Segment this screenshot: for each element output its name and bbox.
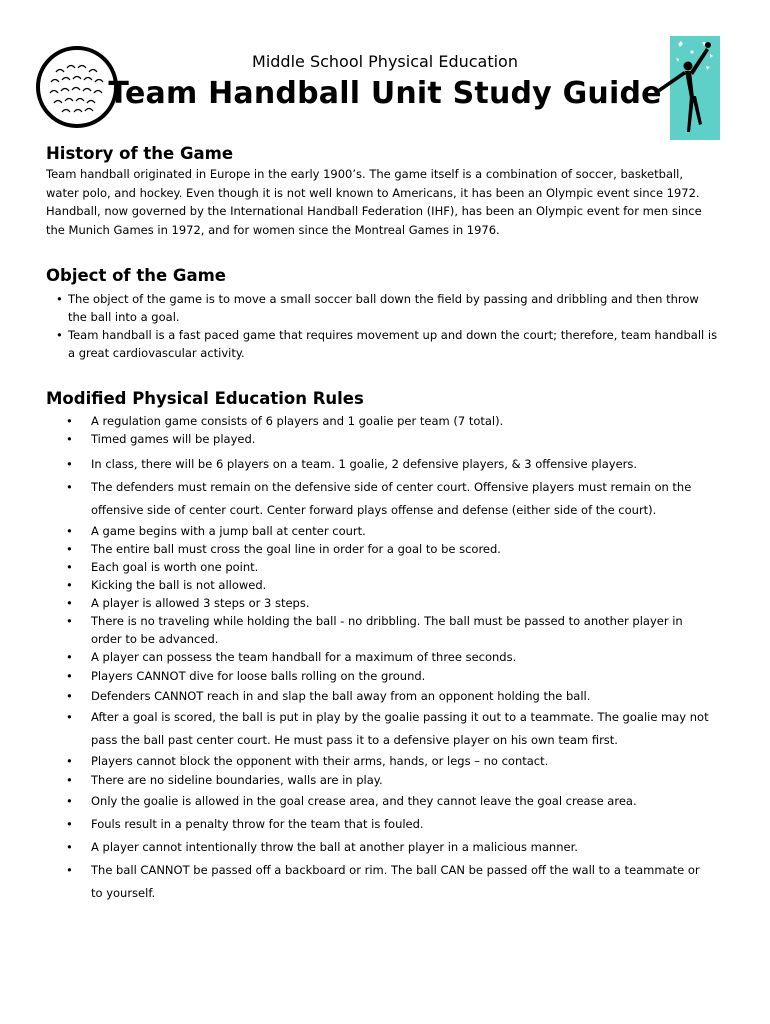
rule-item: • The defenders must remain on the defensive side of center court. Offensive players must remain on the offensive side of center court. Center forward plays offense and defense (either side of the court). — [46, 476, 736, 522]
bullet-icon: • — [66, 863, 73, 877]
history-line: the Munich Games in 1972, and for women since the Montreal Games in 1976. — [46, 222, 500, 237]
bullet-icon: • — [66, 817, 73, 831]
bullet-icon: • — [66, 650, 73, 664]
object-heading: Object of the Game — [46, 266, 226, 285]
rule-item: • There is no traveling while holding the ball - no dribbling. The ball must be passed to another player in order to be advanced. — [66, 614, 683, 646]
history-line: Handball, now governed by the International Handball Federation (IHF), has been an Olympic event for men since — [46, 204, 702, 218]
rule-item: • Kicking the ball is not allowed. — [66, 578, 267, 592]
bullet-icon: • — [66, 596, 73, 610]
rule-item: • Players CANNOT dive for loose balls rolling on the ground. — [46, 666, 736, 686]
bullet-icon: • — [66, 480, 73, 494]
rule-item: • A game begins with a jump ball at center court. — [66, 524, 366, 538]
bullet-icon: • — [66, 578, 73, 592]
object-list — [46, 290, 736, 362]
rules-list — [46, 412, 736, 905]
bullet-icon: • — [66, 542, 73, 556]
bullet-icon: • — [66, 794, 73, 808]
rule-item: • A regulation game consists of 6 players and 1 goalie per team (7 total). — [66, 414, 504, 428]
history-line: water polo, and hockey. Even though it is not well known to Americans, it has been an Olympic event since 1972. — [46, 185, 700, 200]
rule-item: • Only the goalie is allowed in the goal crease area, and they cannot leave the goal crease area. — [46, 790, 736, 813]
rule-item: • A player cannot intentionally throw the ball at another player in a malicious manner. — [46, 836, 736, 859]
bullet-icon: • — [66, 689, 73, 703]
bullet-icon: • — [66, 560, 73, 574]
bullet-icon: • — [66, 773, 73, 787]
rule-item: • A player can possess the team handball for a maximum of three seconds. — [66, 650, 517, 664]
bullet-icon: • — [66, 414, 73, 428]
bullet-icon: • — [66, 524, 73, 538]
bullet-icon: • — [66, 457, 73, 471]
bullet-icon: • — [66, 754, 73, 768]
rule-item: • The entire ball must cross the goal line in order for a goal to be scored. — [66, 542, 501, 556]
bullet-icon: • — [56, 292, 63, 306]
history-paragraph — [46, 165, 736, 239]
rule-item: • There are no sideline boundaries, walls are in play. — [46, 770, 736, 790]
rule-item: • Each goal is worth one point. — [66, 560, 259, 574]
rule-item: • The ball CANNOT be passed off a backboard or rim. The ball CAN be passed off the wall to a teammate or to yourself. — [46, 859, 736, 905]
rule-item: • A player is allowed 3 steps or 3 steps. — [66, 596, 310, 610]
course-subtitle: Middle School Physical Education — [252, 52, 518, 71]
bullet-icon: • — [66, 614, 73, 628]
rule-item: • In class, there will be 6 players on a team. 1 goalie, 2 defensive players, & 3 offensive players. — [46, 453, 736, 476]
page-title: Team Handball Unit Study Guide — [108, 76, 662, 111]
bullet-icon: • — [56, 328, 63, 342]
history-heading: History of the Game — [46, 144, 234, 163]
rule-item: • Fouls result in a penalty throw for the team that is fouled. — [46, 813, 736, 836]
rules-heading: Modified Physical Education Rules — [46, 389, 364, 408]
object-item: • The object of the game is to move a small soccer ball down the field by passing and dribbling and then throw the ball into a goal. — [56, 292, 699, 324]
bullet-icon: • — [66, 840, 73, 854]
object-item: • Team handball is a fast paced game that requires movement up and down the court; therefore, team handball is a great cardiovascular activity. — [56, 328, 718, 360]
rule-item: • Players cannot block the opponent with their arms, hands, or legs – no contact. — [66, 754, 549, 768]
history-line: Team handball originated in Europe in the early 1900’s. The game itself is a combination of soccer, basketball, — [46, 167, 684, 181]
bullet-icon: • — [66, 710, 73, 724]
rule-item: • Timed games will be played. — [66, 432, 256, 446]
bullet-icon: • — [66, 432, 73, 446]
bullet-icon: • — [66, 669, 73, 683]
rule-item: • Defenders CANNOT reach in and slap the ball away from an opponent holding the ball. — [46, 686, 736, 706]
rule-item: • After a goal is scored, the ball is put in play by the goalie passing it out to a teammate. The goalie may not pass the ball past center court. He must pass it to a defensive player on his own team first. — [46, 706, 736, 752]
